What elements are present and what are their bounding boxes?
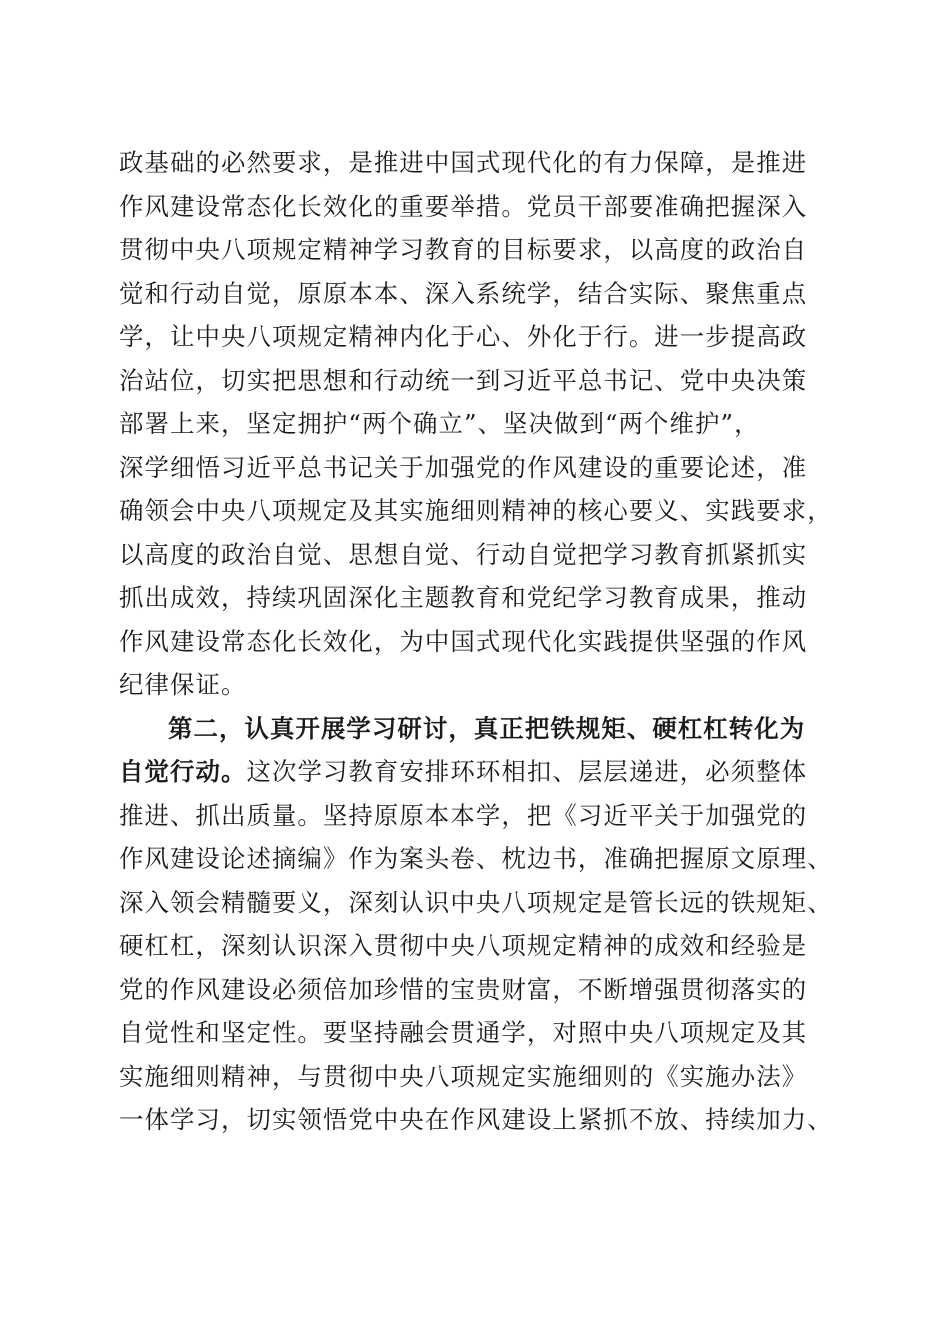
text-line: 抓出成效，持续巩固深化主题教育和党纪学习教育成果，推动	[119, 583, 808, 612]
paragraph-2	[119, 707, 839, 1142]
text-line: 一体学习，切实领悟党中央在作风建设上紧抓不放、持续加力、	[119, 1105, 833, 1134]
text-line: 觉和行动自觉，原原本本、深入系统学，结合实际、聚焦重点	[119, 278, 808, 308]
paragraph-1	[119, 141, 839, 707]
text-line: 作风建设常态化长效化，为中国式现代化实践提供坚强的作风	[119, 626, 808, 656]
text-line: 作风建设常态化长效化的重要举措。党员干部要准确把握深入	[119, 191, 808, 221]
text-line: 贯彻中央八项规定精神学习教育的目标要求，以高度的政治自	[119, 235, 808, 264]
section-heading-end: 自觉行动。	[119, 757, 247, 786]
text-line: 以高度的政治自觉、思想自觉、行动自觉把学习教育抓紧抓实	[119, 539, 808, 569]
text-line: 治站位，切实把思想和行动统一到习近平总书记、党中央决策	[119, 365, 808, 395]
text-line: 作风建设论述摘编》作为案头卷、枕边书，准确把握原文原理、	[119, 844, 833, 873]
text-line: 确领会中央八项规定及其实施细则精神的核心要义、实践要求，	[119, 496, 833, 525]
text-line: 纪律保证。	[119, 670, 247, 699]
text-line	[119, 750, 839, 794]
text-line: 深学细悟习近平总书记关于加强党的作风建设的重要论述，准	[119, 452, 808, 482]
text-line: 推进、抓出质量。坚持原原本本学，把《习近平关于加强党的	[119, 800, 808, 830]
document-body	[119, 141, 839, 1142]
section-heading: 第二，认真开展学习研讨，真正把铁规矩、硬杠杠转化为	[168, 713, 806, 743]
text-line: 实施细则精神，与贯彻中央八项规定实施细则的《实施办法》	[119, 1061, 808, 1091]
text-line: 党的作风建设必须倍加珍惜的宝贵财富，不断增强贯彻落实的	[119, 974, 808, 1004]
text-line: 深入领会精髓要义，深刻认识中央八项规定是管长远的铁规矩、	[119, 887, 833, 917]
text-line: 硬杠杠，深刻认识深入贯彻中央八项规定精神的成效和经验是	[119, 931, 808, 960]
text-line-rest: 这次学习教育安排环环相扣、层层递进，必须整体	[246, 757, 808, 786]
text-line: 政基础的必然要求，是推进中国式现代化的有力保障，是推进	[119, 148, 808, 177]
text-line: 自觉性和坚定性。要坚持融会贯通学，对照中央八项规定及其	[119, 1018, 808, 1047]
text-line: 学，让中央八项规定精神内化于心、外化于行。进一步提高政	[119, 322, 808, 351]
text-line: 部署上来，坚定拥护“两个确立”、坚决做到“两个维护”，	[119, 409, 760, 438]
